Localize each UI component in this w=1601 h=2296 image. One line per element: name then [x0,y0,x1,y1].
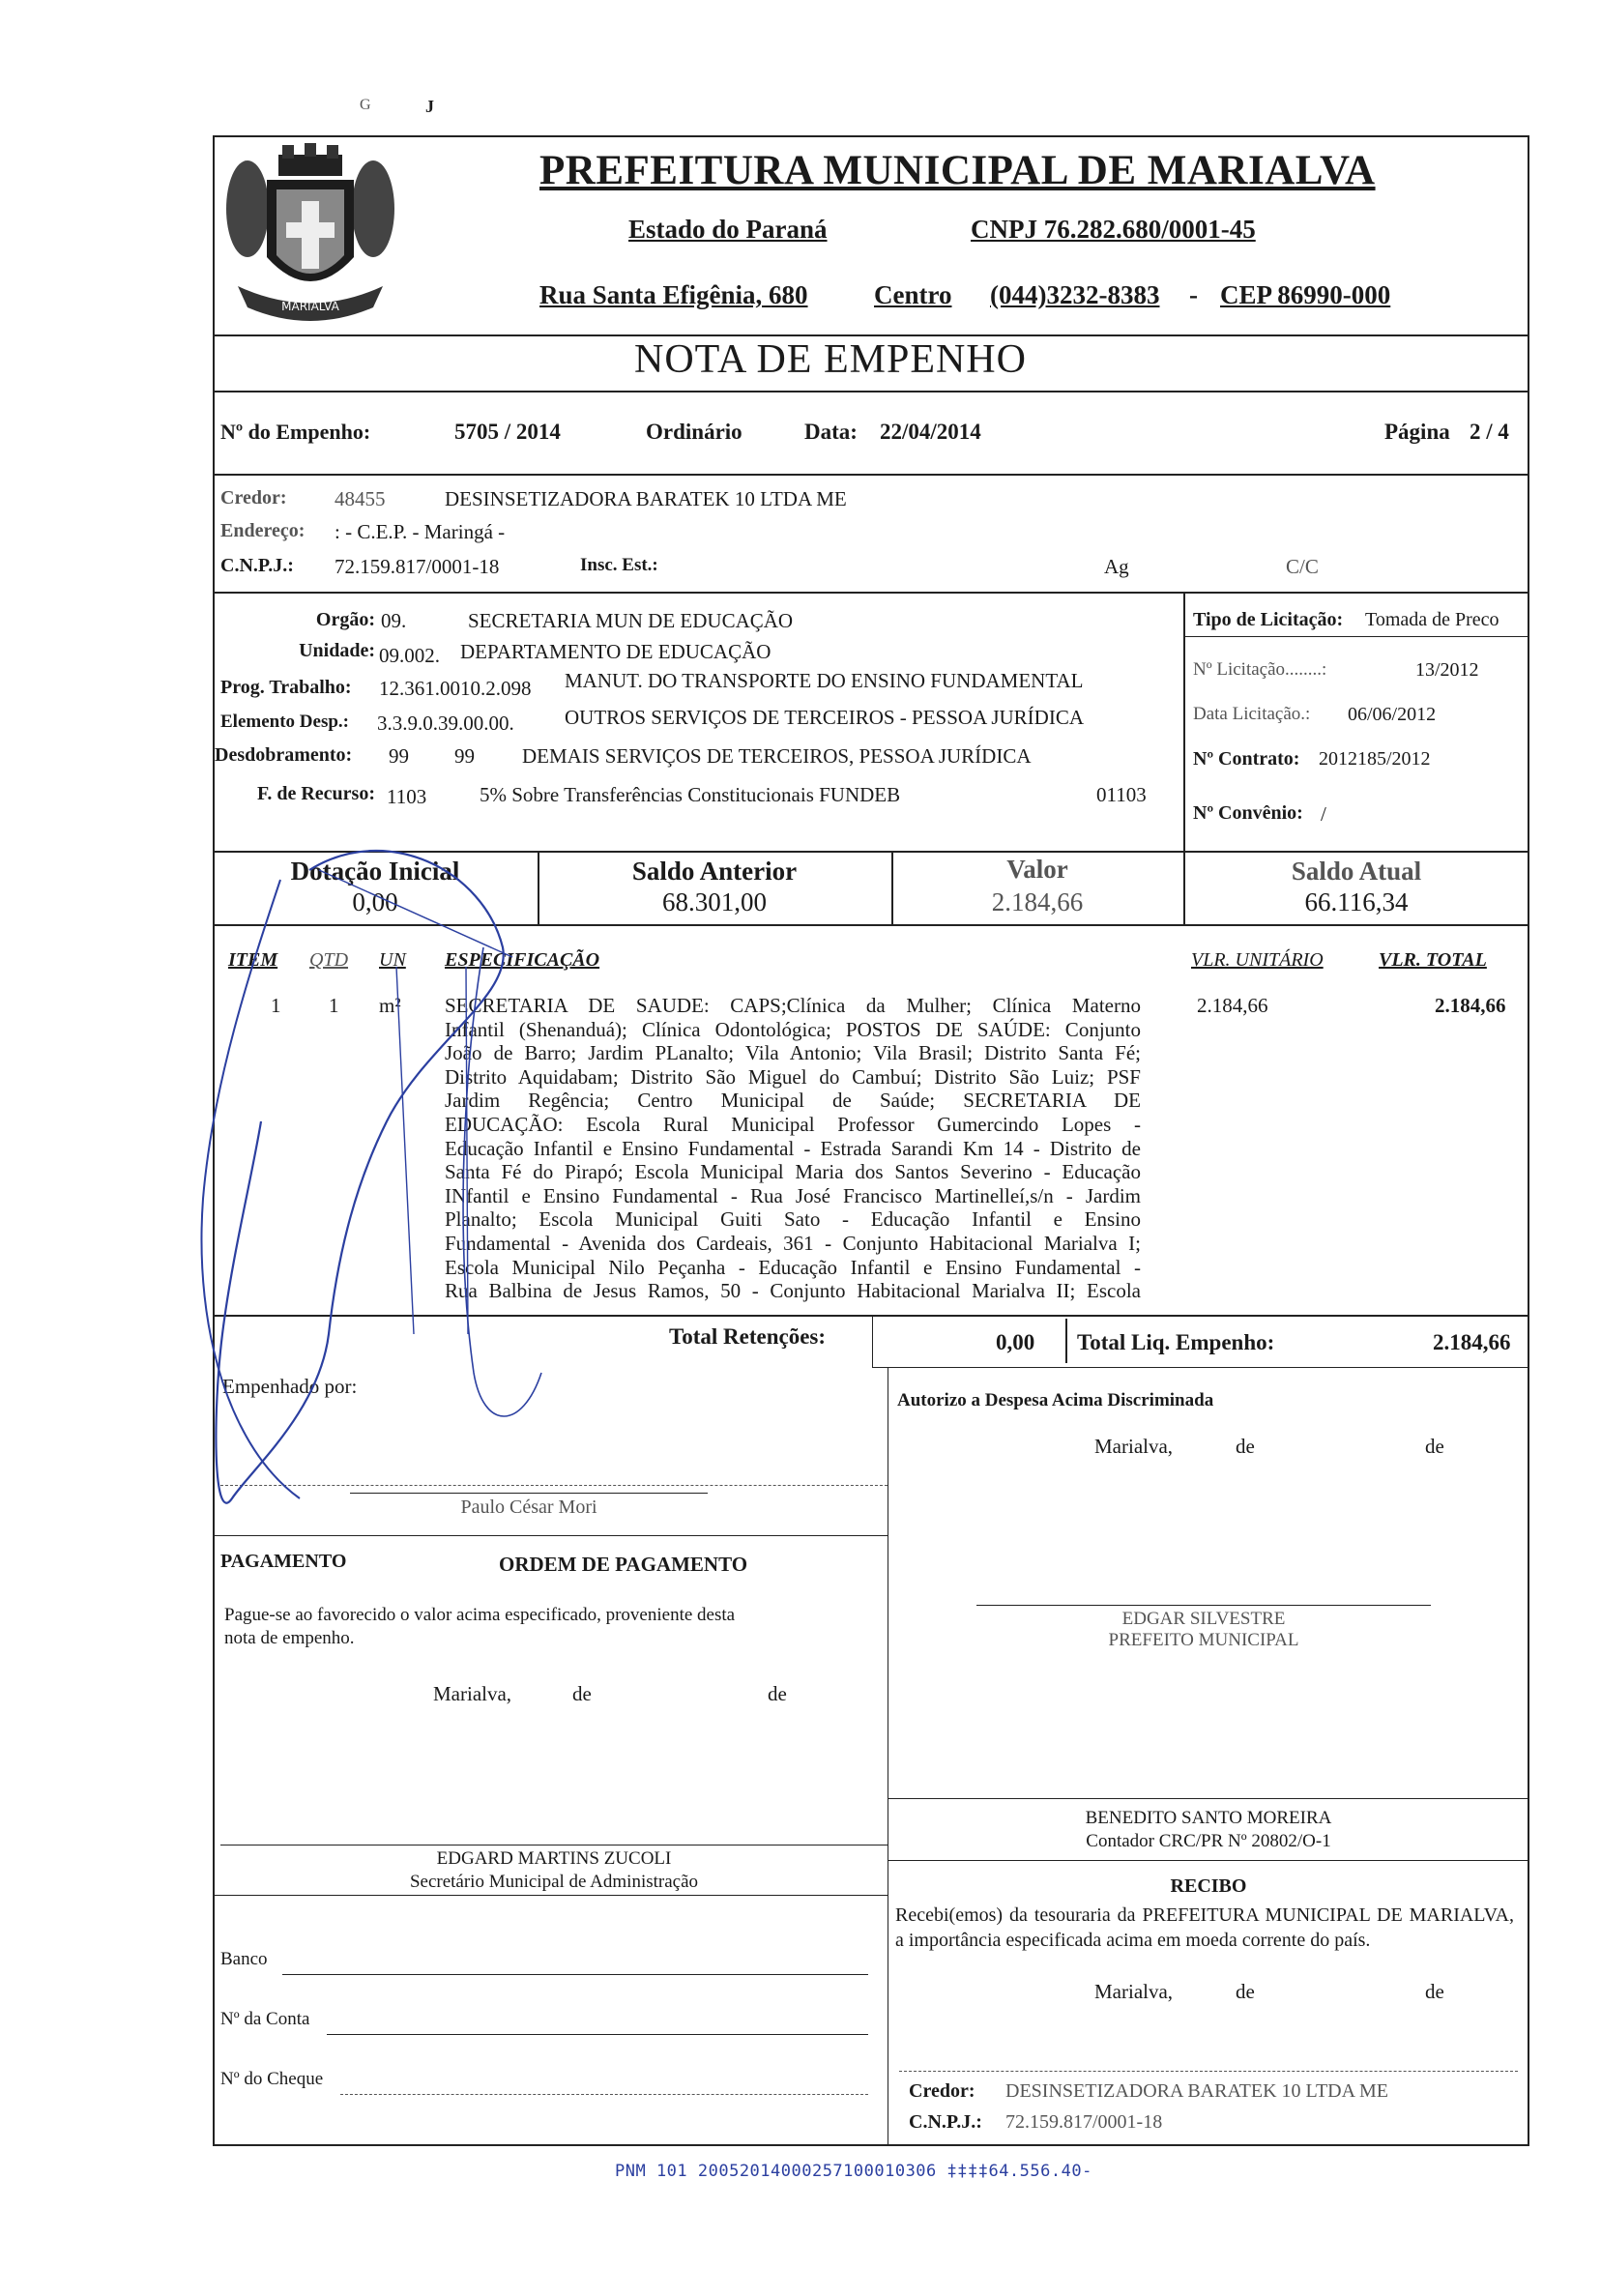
creditor-address: : - C.E.P. - Maringá - [335,520,506,543]
scan-mark: J [425,97,434,116]
divider [213,474,1529,476]
initial-allocation: 0,00 [352,887,398,916]
place-de: de [1236,1435,1255,1458]
place-de: de [768,1682,787,1705]
divider [888,1860,1529,1861]
divider [213,391,1529,392]
creditor-label: Credor: [220,487,287,509]
bank-label: Banco [220,1949,268,1969]
col-unit-price: VLR. UNITÁRIO [1191,949,1324,971]
signature-line [220,1845,888,1846]
divider [1183,636,1529,637]
spec-line: Jardim Regência; Centro Municipal de Saúde; SECRETARIA DE [445,1089,1141,1113]
spec-line: SECRETARIA DE SAUDE: CAPS;Clínica da Mulher; Clínica Materno [445,994,1141,1017]
divider [872,1367,1529,1368]
secretary-title: Secretário Municipal de Administração [409,1872,699,1892]
spec-line: Distrito Aquidabam; Distrito São Miguel do Cambuí; Distrito São Luiz; PSF [445,1064,1141,1089]
resource-name: 5% Sobre Transferências Constitucionais FUNDEB [480,783,901,806]
scan-mark: G [360,97,371,113]
col-total: VLR. TOTAL [1379,949,1487,971]
orgao-label: Orgão: [315,609,375,630]
cnpj-label: C.N.P.J.: [220,555,294,576]
mayor-name: EDGAR SILVESTRE [1121,1609,1286,1629]
payment-text-1: Pague-se ao favorecido o valor acima especificado, proveniente desta [224,1605,736,1625]
bid-number-label: Nº Licitação........: [1193,659,1327,680]
contract-label: Nº Contrato: [1193,748,1300,770]
date-label: Data: [804,420,858,444]
resource-label: F. de Recurso: [256,783,375,804]
mayor-title: PREFEITO MUNICIPAL [1108,1630,1299,1650]
retentions-value: 0,00 [996,1330,1035,1354]
signature-line [976,1605,1431,1606]
breakdown-name: DEMAIS SERVIÇOS DE TERCEIROS, PESSOA JURÍDICA [522,744,1032,768]
item-total: 2.184,66 [1435,994,1506,1017]
net-total-label: Total Liq. Empenho: [1077,1330,1275,1354]
bid-type-label: Tipo de Licitação: [1193,609,1344,630]
document-title: NOTA DE EMPENHO [634,337,1027,382]
item-unit: m² [379,994,401,1017]
handwritten-signature [193,831,696,1508]
account-label: C/C [1286,555,1319,578]
page-label: Página [1384,420,1450,444]
authorization-label: Autorizo a Despesa Acima Discriminada [897,1390,1214,1410]
agreement-label: Nº Convênio: [1193,802,1303,824]
receipt-label: RECIBO [1170,1875,1247,1897]
accountant-title: Contador CRC/PR Nº 20802/O-1 [1086,1831,1331,1851]
agency-label: Ag [1104,555,1129,578]
check-number-label: Nº do Cheque [220,2069,324,2089]
spec-line: Infantil (Shenanduá); Clínica Odontológica; POSTOS DE SAÚDE: Conjunto [445,1017,1141,1041]
net-total-value: 2.184,66 [1433,1330,1511,1354]
program-name: MANUT. DO TRANSPORTE DO ENSINO FUNDAMENTAL [565,669,1084,692]
empenho-type: Ordinário [646,420,742,444]
col-item: ITEM [228,949,278,971]
signature-line [888,1798,1529,1799]
resource-code-2: 01103 [1096,783,1147,806]
receipt-creditor-label: Credor: [909,2080,975,2102]
spec-line: Escola Municipal Nilo Peçanha - Educação Infantil e Ensino Fundamental - [445,1255,1141,1279]
separator-dash: - [1189,280,1198,309]
spec-line: Educação Infantil e Ensino Fundamental - Estrada Sarandi Km 14 - Distrito de [445,1136,1141,1160]
item-qty: 1 [329,994,339,1017]
receipt-text: Recebi(emos) da tesouraria da PREFEITURA MUNICIPAL DE MARIALVA, a importância especificada acima em moeda corrente do país. [895,1904,1514,1951]
bid-date-label: Data Licitação.: [1193,704,1311,724]
col-spec: ESPECIFICAÇÃO [445,949,600,971]
divider [872,1315,873,1367]
place-de: de [1425,1980,1444,2003]
spec-line: Fundamental - Avenida dos Cardeais, 361 - Conjunto Habitacional Marialva I; [445,1231,1141,1255]
receipt-creditor-name: DESINSETIZADORA BARATEK 10 LTDA ME [1005,2080,1388,2102]
breakdown-label: Desdobramento: [215,744,353,766]
place-marialva: Marialva, [1094,1435,1174,1458]
amount-value: 2.184,66 [991,887,1084,916]
creditor-code: 48455 [335,487,386,510]
phone: (044)3232-8383 [990,280,1160,309]
previous-balance-label: Saldo Anterior [631,857,798,886]
item-unit-price: 2.184,66 [1197,994,1268,1017]
divider [213,1535,888,1536]
receipt-cnpj-label: C.N.P.J.: [909,2111,982,2133]
breakdown-a: 99 [389,744,409,768]
municipal-crest-icon [218,141,402,334]
secretary-name: EDGARD MARTINS ZUCOLI [436,1848,672,1869]
empenho-number: 5705 / 2014 [454,420,561,444]
svg-text:MARIALVA: MARIALVA [281,300,339,313]
city-hall-title: PREFEITURA MUNICIPAL DE MARIALVA [539,148,1376,193]
previous-balance: 68.301,00 [662,887,767,916]
committed-by-label: Empenhado por: [222,1375,358,1398]
bid-date: 06/06/2012 [1348,704,1437,725]
footer-code: PNM 101 20052014000257100010306 ‡‡‡‡64.556.40- [615,2162,1092,2181]
agreement-number: / [1321,802,1326,826]
place-marialva: Marialva, [1094,1980,1174,2003]
cnpj-header: CNPJ 76.282.680/0001-45 [971,215,1256,244]
orgao-code: 09. [381,609,407,632]
spec-line: João de Barro; Jardim PLanalto; Vila Antonio; Vila Brasil; Distrito Santa Fé; [445,1041,1141,1065]
program-label: Prog. Trabalho: [220,677,352,698]
address: Rua Santa Efigênia, 680 [539,280,808,309]
bank-line [282,1974,868,1975]
payment-text-2: nota de empenho. [224,1628,355,1648]
resource-code: 1103 [387,785,427,808]
col-qtd: QTD [309,949,349,971]
spec-line: Santa Fé do Pirapó; Escola Municipal Maria dos Santos Severino - Educação [445,1160,1141,1184]
orgao-name: SECRETARIA MUN DE EDUCAÇÃO [468,609,794,632]
accountant-name: BENEDITO SANTO MOREIRA [1085,1808,1332,1828]
signature-line [899,2071,1518,2072]
item-number: 1 [271,994,281,1017]
state-label: Estado do Paraná [628,215,828,244]
bid-type: Tomada de Preco [1365,609,1499,630]
breakdown-b: 99 [454,744,475,768]
element-code: 3.3.9.0.39.00.00. [377,712,514,735]
cep: CEP 86990-000 [1220,280,1391,309]
bid-number: 13/2012 [1415,659,1479,681]
initial-allocation-label: Dotação Inicial [290,857,460,886]
program-code: 12.361.0010.2.098 [379,677,532,700]
current-balance-label: Saldo Atual [1291,857,1422,886]
committed-by-name: Paulo César Mori [460,1497,597,1518]
unidade-code: 09.002. [379,644,440,667]
element-name: OUTROS SERVIÇOS DE TERCEIROS - PESSOA JURÍDICA [565,706,1085,729]
spec-line: Planalto; Escola Municipal Guiti Sato - Educação Infantil e Ensino [445,1207,1141,1232]
page-number: 2 / 4 [1470,420,1509,444]
creditor-cnpj: 72.159.817/0001-18 [335,555,500,578]
district: Centro [874,280,952,309]
current-balance: 66.116,34 [1304,887,1409,916]
divider [213,1895,888,1896]
account-number-label: Nº da Conta [220,2009,310,2029]
place-de: de [1236,1980,1255,2003]
col-un: UN [379,949,406,971]
payment-order-label: ORDEM DE PAGAMENTO [499,1553,748,1576]
unidade-label: Unidade: [299,640,375,661]
spec-line: EDUCAÇÃO: Escola Rural Municipal Professor Gumercindo Lopes - [445,1112,1141,1136]
spec-line: INfantil e Ensino Fundamental - Rua José Francisco Martinelleí,s/n - Jardim [445,1183,1141,1207]
element-label: Elemento Desp.: [220,712,349,732]
check-line [340,2094,868,2095]
place-de: de [1425,1435,1444,1458]
empenho-number-label: Nº do Empenho: [220,420,371,444]
creditor-name: DESINSETIZADORA BARATEK 10 LTDA ME [445,487,847,510]
amount-label: Valor [1006,855,1068,884]
place-marialva: Marialva, [433,1682,512,1705]
spec-line: Rua Balbina de Jesus Ramos, 50 - Conjunto Habitacional Marialva II; Escola [445,1279,1141,1303]
payment-label: PAGAMENTO [220,1551,347,1572]
retentions-label: Total Retenções: [669,1324,827,1349]
place-de: de [572,1682,592,1705]
empenho-date: 22/04/2014 [880,420,981,444]
state-registration-label: Insc. Est.: [580,555,658,575]
divider [213,592,1529,594]
divider [1183,592,1185,851]
contract-number: 2012185/2012 [1319,748,1431,770]
divider [1065,1319,1067,1363]
account-line [327,2034,868,2035]
receipt-cnpj: 72.159.817/0001-18 [1005,2111,1163,2133]
unidade-name: DEPARTAMENTO DE EDUCAÇÃO [460,640,771,663]
address-label: Endereço: [220,520,306,541]
